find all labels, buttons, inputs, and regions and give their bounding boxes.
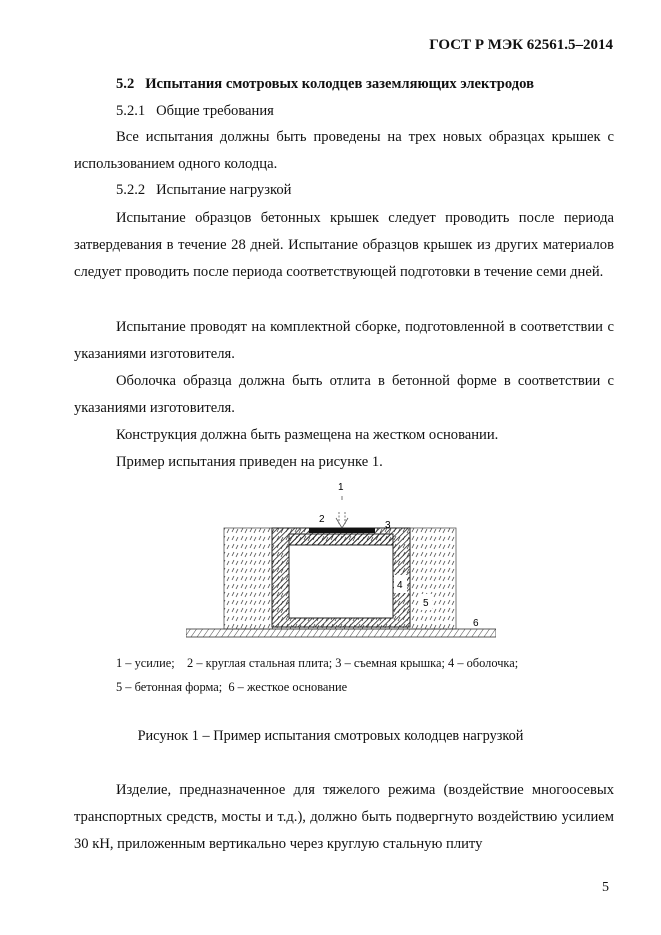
paragraph-4: Оболочка образца должна быть отлита в бетонной форме в соответствии с указаниями изготовителя. bbox=[74, 373, 614, 416]
figure-legend-line-2: 5 – бетонная форма; 6 – жесткое основание bbox=[116, 680, 348, 694]
paragraph-5: Конструкция должна быть размещена на жестком основании. bbox=[116, 427, 499, 443]
page-number: 5 bbox=[602, 880, 609, 895]
removable-cover bbox=[289, 534, 393, 545]
section-title: Испытания смотровых колодцев заземляющих электродов bbox=[145, 76, 534, 92]
section-heading bbox=[116, 76, 534, 93]
paragraph-1: Все испытания должны быть проведены на трех новых образцах крышек с использованием одного колодца. bbox=[74, 129, 614, 172]
test-setup-figure bbox=[186, 478, 496, 644]
label-plate: 2 bbox=[319, 514, 325, 525]
rigid-base bbox=[186, 629, 496, 637]
figure-title: Рисунок 1 – Пример испытания смотровых колодцев нагрузкой bbox=[137, 728, 524, 744]
label-force: 1 bbox=[338, 482, 344, 493]
figure-legend-line-1: 1 – усилие; 2 – круглая стальная плита; 3 – съемная крышка; 4 – оболочка; bbox=[116, 656, 519, 670]
label-cover: 3 bbox=[385, 520, 391, 531]
label-enclosure: 4 bbox=[397, 580, 403, 591]
subsection-title: Общие требования bbox=[156, 103, 274, 119]
paragraph-2: Испытание образцов бетонных крышек следует проводить после периода затвердевания в течение 28 дней. Испытание образцов крышек из других материалов следует проводить после периода соответствующей подготовки в течение семи дней. bbox=[74, 210, 614, 280]
paragraph-7: Изделие, предназначенное для тяжелого режима (воздействие многоосевых транспортных средств, мосты и т.д.), должно быть подвергнуто воздействию усилием 30 кН, приложенным вертикально через круглую стальную плиту bbox=[74, 782, 614, 852]
label-concrete-form: 5 bbox=[423, 598, 429, 609]
subsection-heading-2 bbox=[116, 182, 291, 199]
force-arrow bbox=[336, 496, 348, 528]
running-header: ГОСТ Р МЭК 62561.5–2014 bbox=[429, 37, 613, 53]
subsection-title: Испытание нагрузкой bbox=[156, 182, 292, 198]
label-rigid-base: 6 bbox=[473, 618, 479, 629]
paragraph-3: Испытание проводят на комплектной сборке, подготовленной в соответствии с указаниями изготовителя. bbox=[74, 319, 614, 362]
subsection-number: 5.2.2 bbox=[116, 182, 146, 198]
subsection-number: 5.2.1 bbox=[116, 103, 146, 119]
paragraph-6: Пример испытания приведен на рисунке 1. bbox=[116, 454, 383, 470]
section-number: 5.2 bbox=[116, 76, 135, 92]
subsection-heading-1 bbox=[116, 103, 274, 120]
